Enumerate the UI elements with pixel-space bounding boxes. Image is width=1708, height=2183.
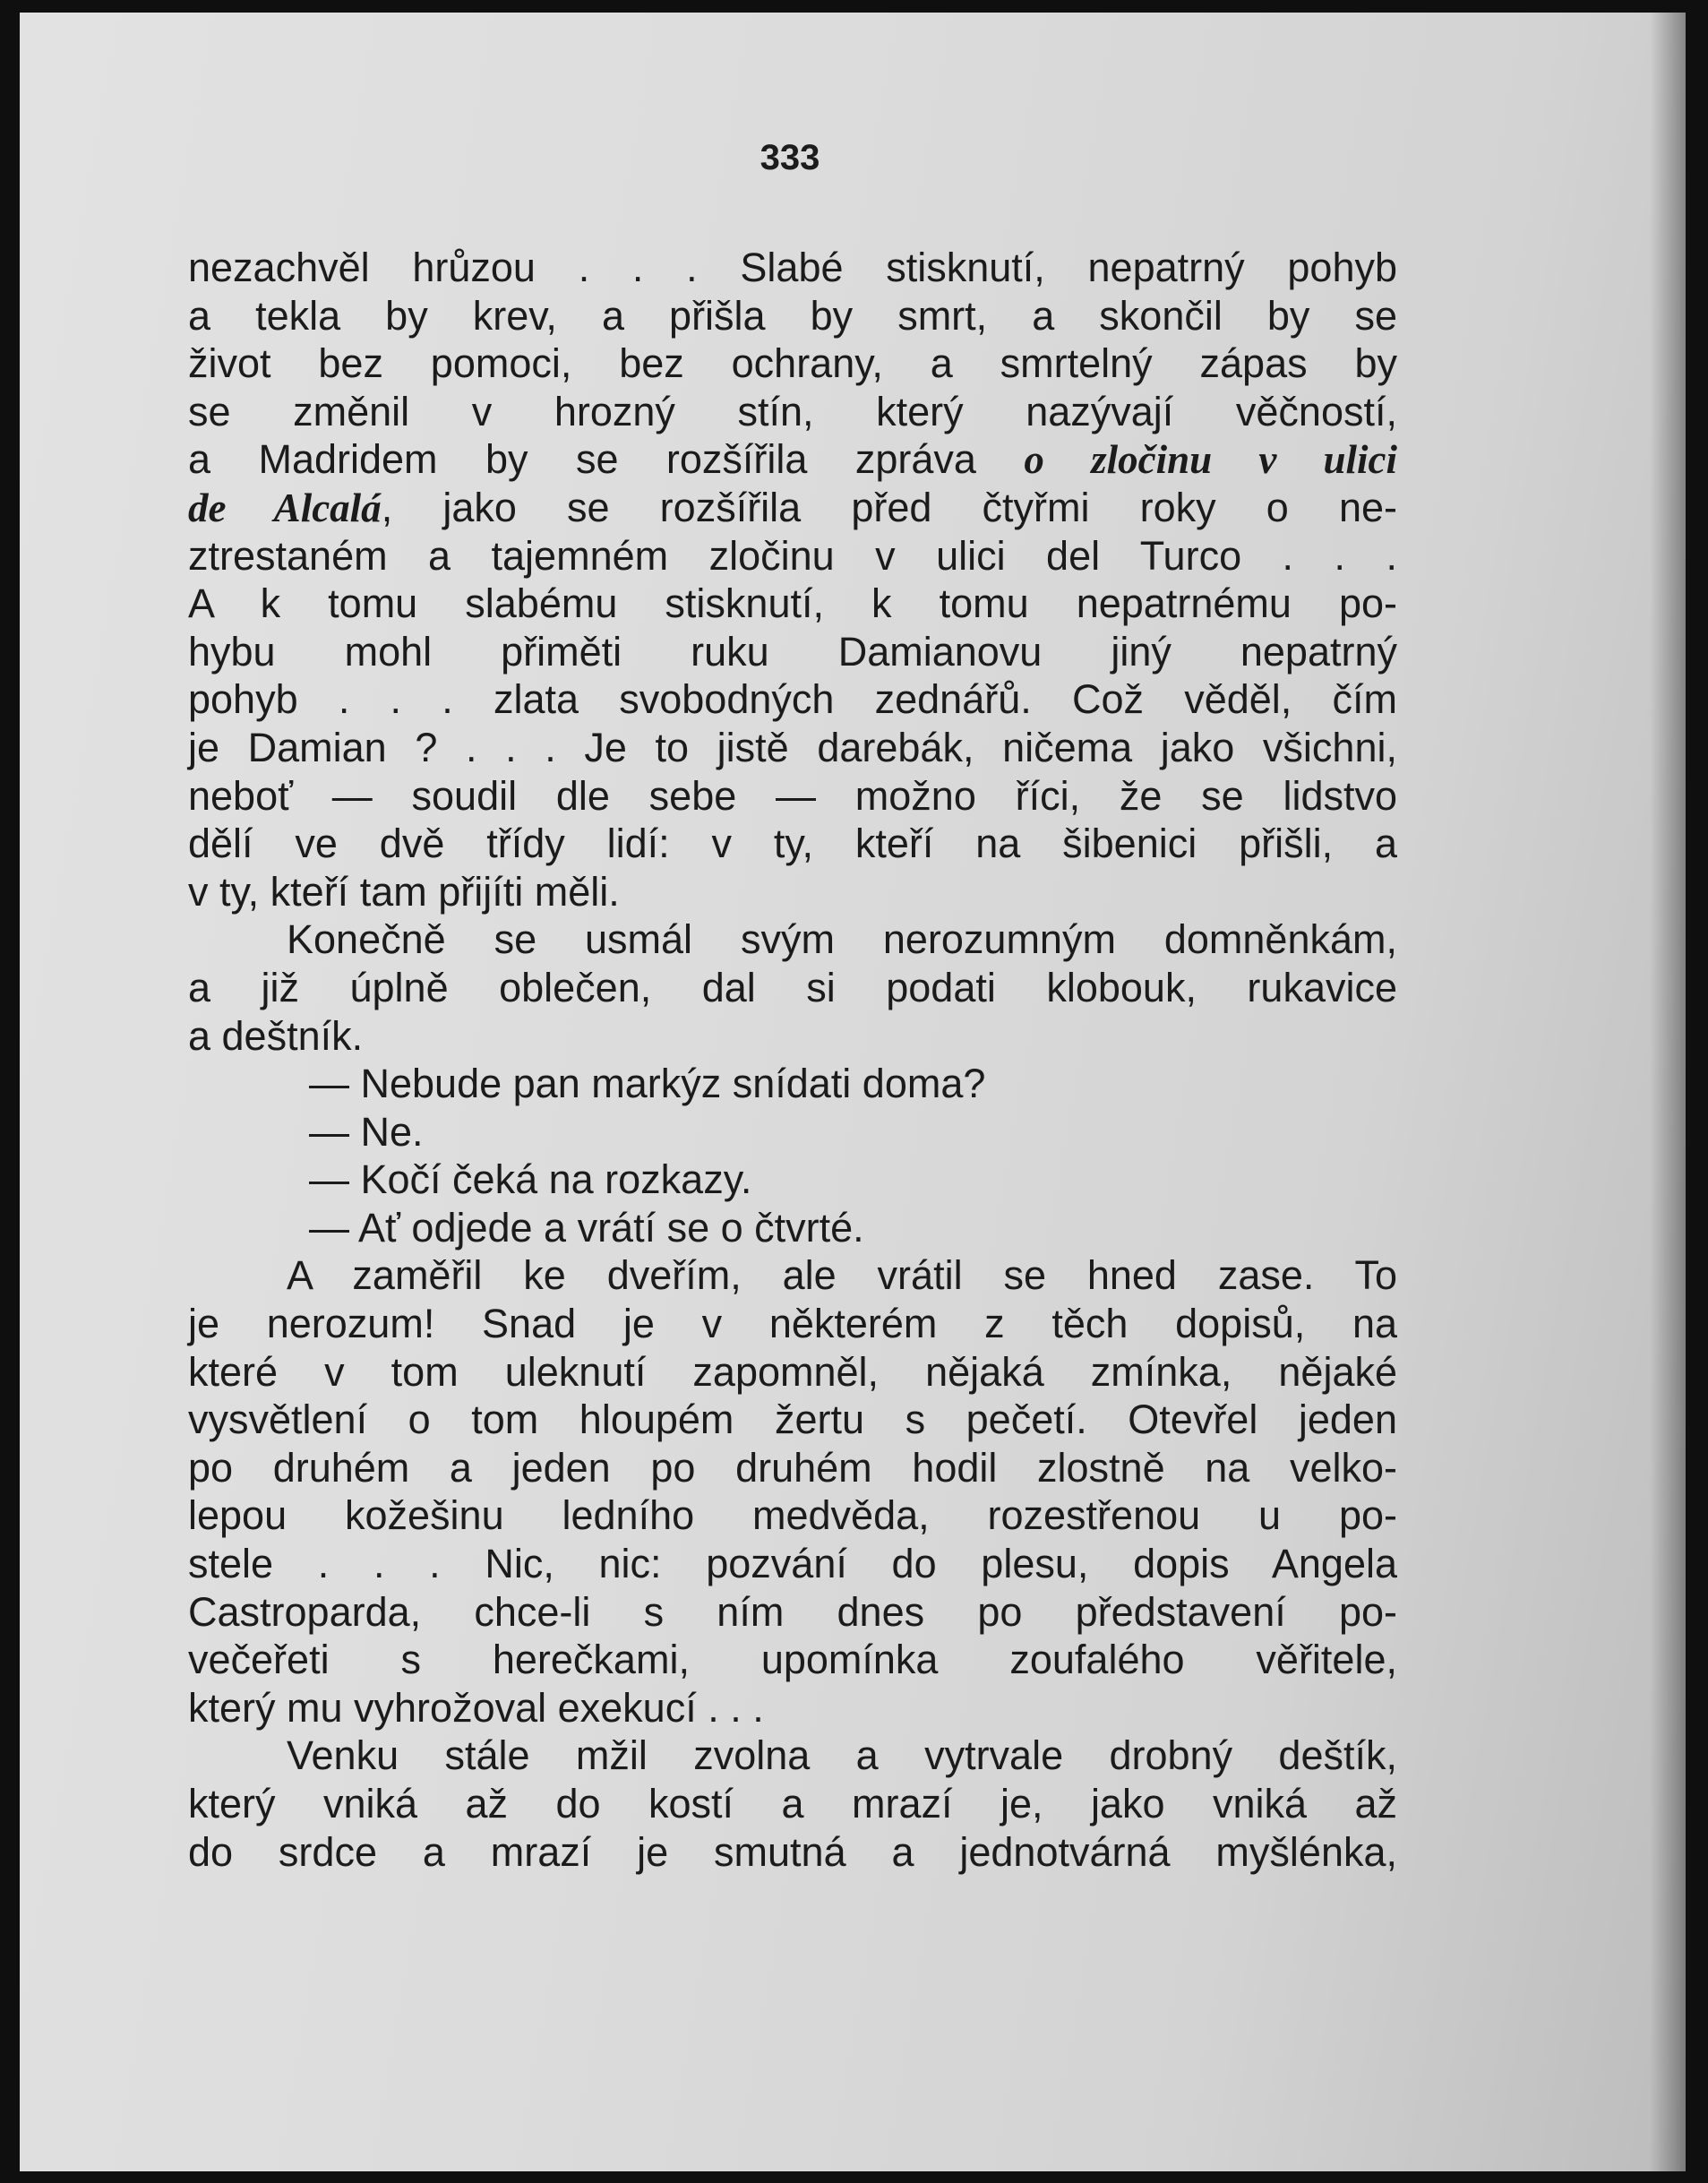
italic-text-segment: o zločinu v ulici [1024, 437, 1397, 483]
text-line: A k tomu slabému stisknutí, k tomu nepatrnému po- [188, 580, 1397, 627]
text-line: vysvětlení o tom hloupém žertu s pečetí. Otevřel jeden [188, 1397, 1397, 1443]
text-line: A zaměřil ke dveřím, ale vrátil se hned zase. To [287, 1252, 1397, 1299]
text-segment: a Madridem by se rozšířila zpráva [188, 436, 1025, 483]
text-line: — Nebude pan markýz snídati doma? [309, 1061, 986, 1107]
text-line: se změnil v hrozný stín, který nazývají věčností, [188, 388, 1397, 434]
text-line: který vniká až do kostí a mrazí je, jako vniká až [188, 1781, 1397, 1826]
text-line: život bez pomoci, bez ochrany, a smrtelný zápas by [188, 340, 1397, 387]
text-line: které v tom uleknutí zapomněl, nějaká zmínka, nějaké [188, 1348, 1397, 1395]
body-text [188, 244, 1397, 1876]
text-line: Venku stále mžil zvolna a vytrvale drobný deštík, [287, 1732, 1397, 1779]
text-line: dělí ve dvě třídy lidí: v ty, kteří na šibenici přišli, a [188, 821, 1397, 867]
text-line: Castroparda, chce-li s ním dnes po představení po- [188, 1588, 1397, 1635]
italic-text-segment: de Alcalá [188, 485, 382, 530]
text-line: — Ať odjede a vrátí se o čtvrté. [309, 1204, 864, 1250]
text-line [188, 435, 1397, 484]
text-line: v ty, kteří tam přijíti měli. [188, 868, 620, 915]
text-line: a již úplně oblečen, dal si podati klobouk, rukavice [188, 964, 1397, 1010]
text-line: pohyb . . . zlata svobodných zednářů. Což věděl, čím [188, 676, 1397, 723]
text-line: stele . . . Nic, nic: pozvání do plesu, dopis Angela [188, 1541, 1397, 1587]
text-line: ztrestaném a tajemném zločinu v ulici del Turco . . . [188, 532, 1397, 579]
text-line: neboť — soudil dle sebe — možno říci, že se lidstvo [188, 772, 1397, 819]
page-edge-shadow [1650, 13, 1686, 2171]
text-line: — Kočí čeká na rozkazy. [309, 1156, 752, 1203]
text-line: večeřeti s herečkami, upomínka zoufalého věřitele, [188, 1637, 1397, 1683]
text-line: do srdce a mrazí je smutná a jednotvárná myšlénka, [188, 1828, 1397, 1875]
text-segment: , jako se rozšířila před čtyřmi roky o ne- [381, 484, 1397, 530]
text-line: a deštník. [188, 1012, 364, 1059]
text-line: a tekla by krev, a přišla by smrt, a skončil by se [188, 292, 1397, 339]
text-line: je Damian ? . . . Je to jistě darebák, ničema jako všichni, [188, 724, 1397, 770]
text-line: — Ne. [309, 1108, 424, 1155]
text-line: který mu vyhrožoval exekucí . . . [188, 1684, 764, 1731]
text-line: nezachvěl hrůzou . . . Slabé stisknutí, nepatrný pohyb [188, 245, 1397, 290]
text-line: Konečně se usmál svým nerozumným domněnkám, [287, 916, 1397, 963]
book-page [20, 13, 1686, 2171]
text-line [188, 484, 1397, 532]
page-number: 333 [760, 138, 820, 177]
text-line: po druhém a jeden po druhém hodil zlostně na velko- [188, 1444, 1397, 1491]
text-line: je nerozum! Snad je v některém z těch dopisů, na [188, 1301, 1397, 1347]
text-line: hybu mohl přiměti ruku Damianovu jiný nepatrný [188, 628, 1397, 675]
text-line: lepou kožešinu ledního medvěda, rozestřenou u po- [188, 1492, 1397, 1539]
